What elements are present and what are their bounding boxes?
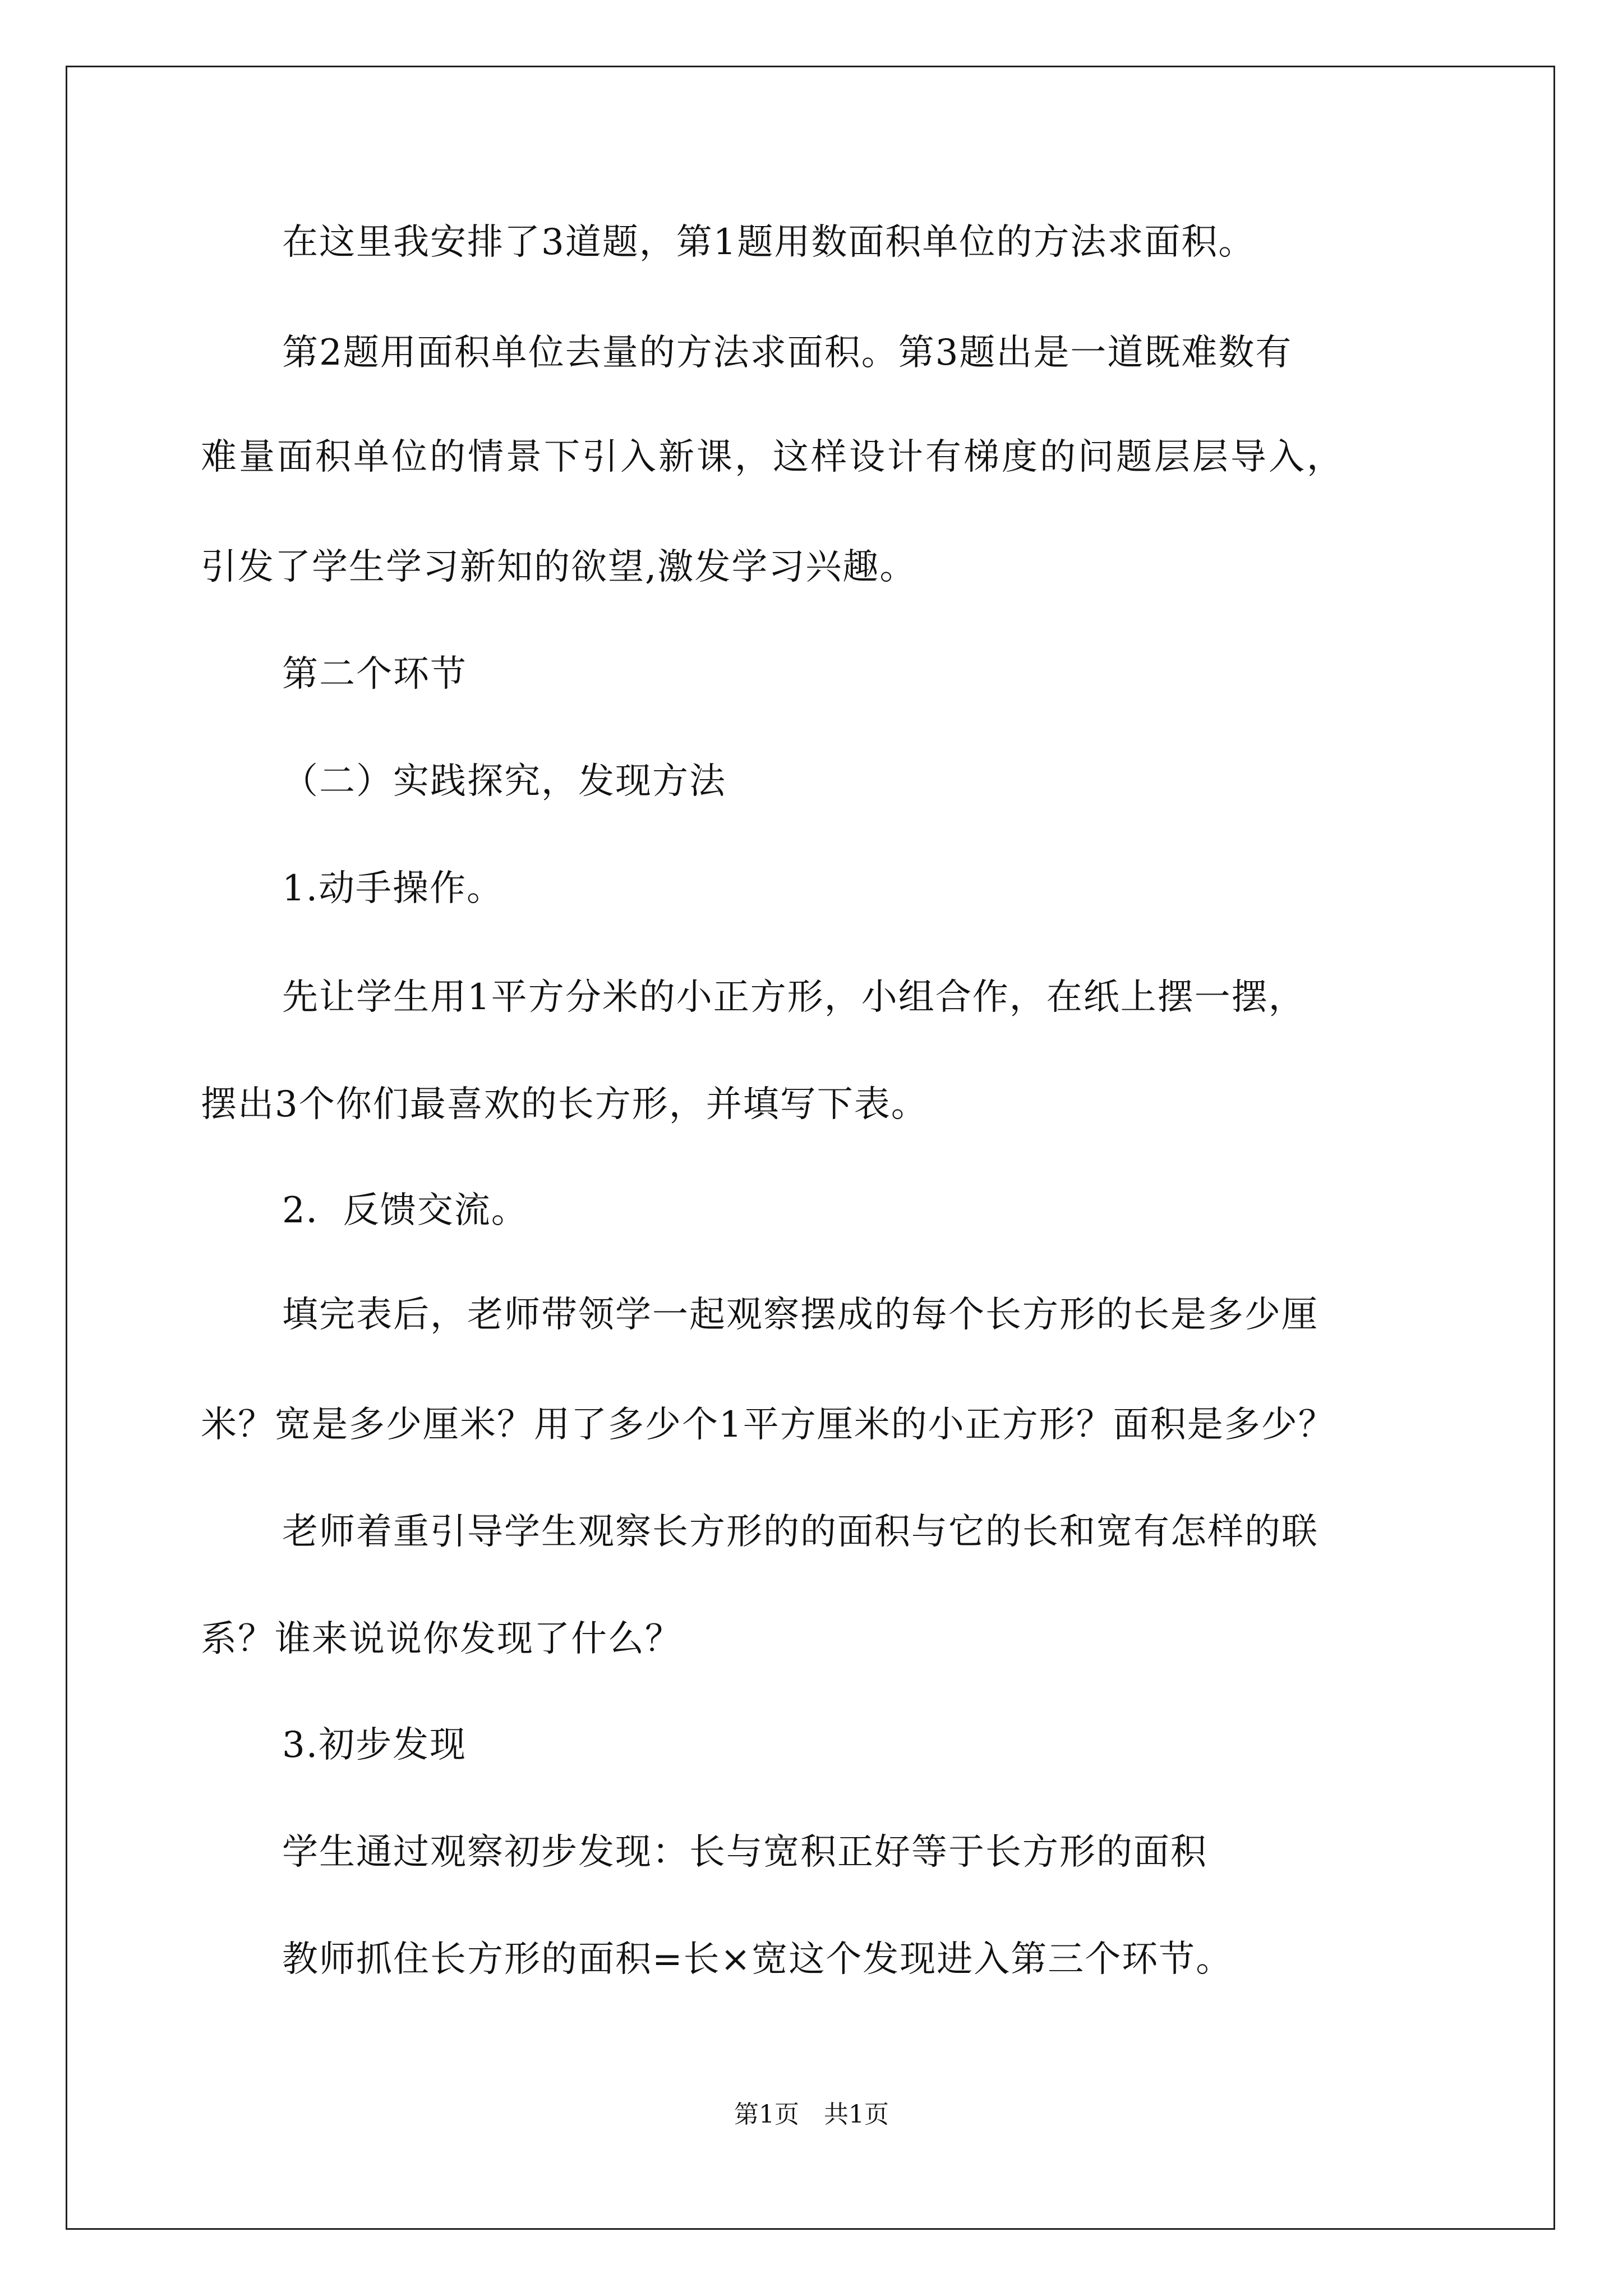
paragraph-line: 教师抓住长方形的面积=长×宽这个发现进入第三个环节。 [282,1939,1233,1980]
subsection-heading: 1.动手操作。 [282,868,504,909]
section-heading: （二）实践探究，发现方法 [282,761,726,802]
paragraph-line: 第2题用面积单位去量的方法求面积。第3题出是一道既难数有 [282,332,1293,374]
paragraph-line: 系？谁来说说你发现了什么？ [201,1618,682,1660]
paragraph-line: 学生通过观察初步发现：长与宽积正好等于长方形的面积 [282,1832,1207,1873]
subsection-heading: 2．反馈交流。 [282,1190,528,1231]
paragraph-line: 引发了学生学习新知的欲望,激发学习兴趣。 [201,546,917,588]
paragraph-line: 米？宽是多少厘米？用了多少个1平方厘米的小正方形？面积是多少？ [201,1404,1335,1446]
paragraph-line: 难量面积单位的情景下引入新课，这样设计有梯度的问题层层导入， [201,436,1345,478]
section-heading: 第二个环节 [282,654,467,695]
paragraph-line: 摆出3个你们最喜欢的长方形，并填写下表。 [201,1084,928,1125]
paragraph-line: 在这里我安排了3道题，第1题用数面积单位的方法求面积。 [282,222,1256,263]
page-border [66,66,1555,2230]
page-number-footer: 第1页 共1页 [734,2100,889,2129]
paragraph-line: 填完表后，老师带领学一起观察摆成的每个长方形的长是多少厘 [282,1294,1318,1336]
subsection-heading: 3.初步发现 [282,1724,467,1766]
paragraph-line: 先让学生用1平方分米的小正方形，小组合作，在纸上摆一摆， [282,977,1306,1018]
paragraph-line: 老师着重引导学生观察长方形的的面积与它的长和宽有怎样的联 [282,1511,1318,1553]
